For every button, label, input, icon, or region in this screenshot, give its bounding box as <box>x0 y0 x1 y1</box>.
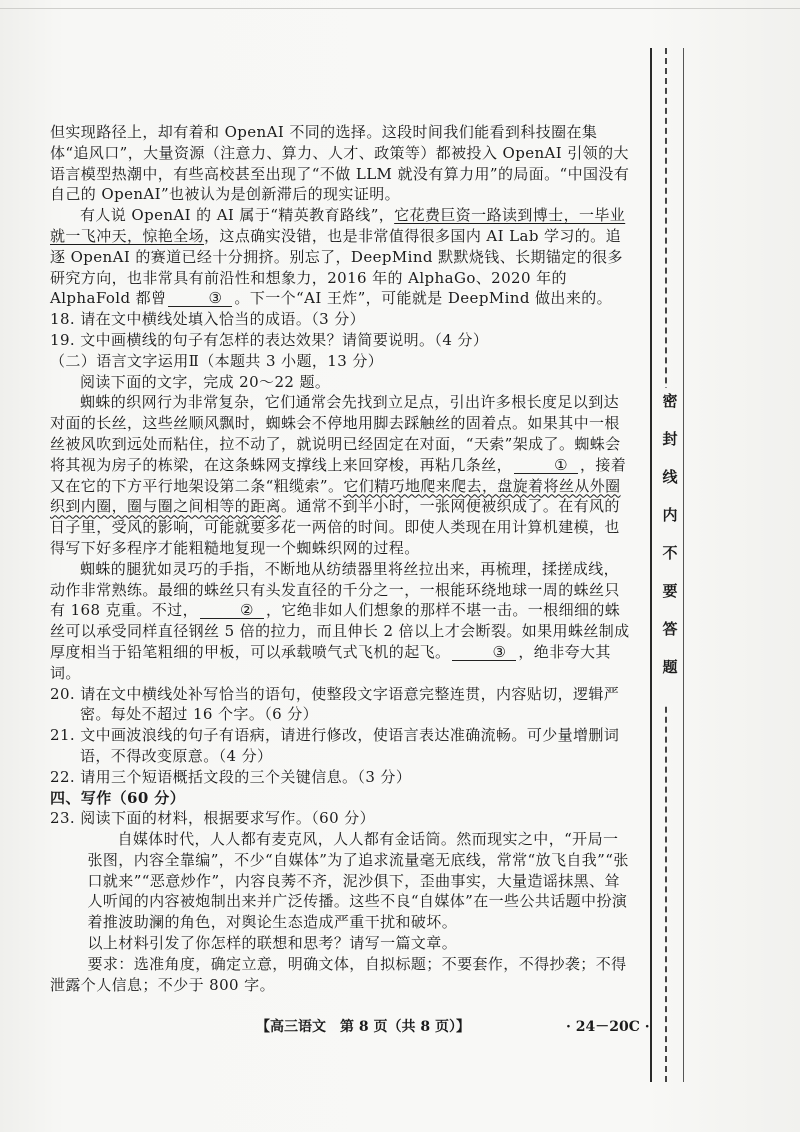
underlined-sentence: 它花费巨资一路读到博士，一毕业就一飞冲天，惊艳全场 <box>50 206 626 245</box>
essay-prompt: 以上材料引发了你怎样的联想和思考？请写一篇文章。 <box>87 934 458 953</box>
seal-char: 封 <box>662 430 678 448</box>
binding-line-left <box>650 48 652 1082</box>
essay-requirements: 要求：选准角度，确定立意，明确文体，自拟标题；不要套作，不得抄袭；不得泄露个人信息；不少于 800 字。 <box>50 954 627 994</box>
answer-blank: ③ <box>452 644 516 661</box>
question: 19. 文中画横线的句子有怎样的表达效果？请简要说明。（4 分） <box>50 330 489 349</box>
instruction: 阅读下面的文字，完成 20～22 题。 <box>80 372 331 391</box>
wavy-underlined-sentence: 它们精巧地爬来爬去，盘旋着将丝从外圈织到内圈，圈与圈之间相等的距离 <box>50 476 621 516</box>
seal-char: 密 <box>662 392 678 410</box>
answer-blank: ① <box>514 457 578 474</box>
exam-code: · 24－20C · <box>566 1019 650 1035</box>
question: 22. 请用三个短语概括文段的三个关键信息。（3 分） <box>50 767 412 786</box>
answer-blank: ② <box>200 602 264 619</box>
binding-line-right <box>683 48 684 1082</box>
seal-line-notice <box>659 388 681 704</box>
exam-content <box>50 122 632 995</box>
top-edge-line <box>0 8 800 9</box>
answer-blank: ③ <box>168 290 232 307</box>
question: 18. 请在文中横线处填入恰当的成语。（3 分） <box>50 310 366 329</box>
section-heading: （二）语言文字运用Ⅱ（本题共 3 小题，13 分） <box>50 351 384 370</box>
seal-char: 答 <box>662 620 678 638</box>
seal-char: 内 <box>662 506 678 524</box>
seal-char: 题 <box>662 658 678 676</box>
section-heading: 四、写作（60 分） <box>50 788 186 807</box>
question: 20. 请在文中横线处补写恰当的语句，使整段文字语意完整连贯，内容贴切，逻辑严密。每处不超过 16 个字。（6 分） <box>50 684 620 724</box>
seal-char: 不 <box>662 544 678 562</box>
passage-paragraph: 但实现路径上，却有着和 OpenAI 不同的选择。这段时间我们能看到科技圈在集体“追风口”，大量资源（注意力、算力、人才、政策等）都被投入 OpenAI 引领的大语言模型热潮中，有些高校甚至出现了“不做 LLM 就没有算力用”的局面。“中国没有自己的 OpenAI”也被认为是创新滞后的现实证明。 <box>50 123 630 204</box>
question: 23. 阅读下面的材料，根据要求写作。（60 分） <box>50 809 375 828</box>
passage-paragraph: 蜘蛛的织网行为非常复杂，它们通常会先找到立足点，引出许多根长度足以到达对面的长丝，这些丝顺风飘时，蜘蛛会不停地用脚去踩触丝的固着点。如果其中一根丝被风吹到远处而粘住，拉不动了，就说明已经固定在对面，“天索”架成了。蜘蛛会将其视为房子的栋梁，在这条蛛网支撑线上来回穿梭，再粘几条丝， ① ，接着又在它的下方平行地架设第二条“粗缆索”。它们精巧地爬来爬去，盘旋着将丝从外圈织到内圈，圈与圈之间相等的距离。通常不到半小时，一张网便被织成了。在有风的日子里，受风的影响，可能就要多花一两倍的时间。即使人类现在用计算机建模，也得写下好多程序才能粗糙地复现一个蜘蛛织网的过程。 <box>50 393 627 557</box>
page-number: 【高三语文 第 8 页（共 8 页）】 <box>256 1019 470 1035</box>
essay-material: 自媒体时代，人人都有麦克风，人人都有金话筒。然而现实之中，“开局一张图，内容全靠编”，不少“自媒体”为了追求流量毫无底线，常常“放飞自我”“张口就来”“恶意炒作”，内容良莠不齐，泥沙俱下，歪曲事实，大量造谣抹黑、耸人听闻的内容被炮制出来并广泛传播。这些不良“自媒体”在一些公共话题中扮演着推波助澜的角色，对舆论生态造成严重干扰和破坏。 <box>87 830 629 932</box>
seal-char: 要 <box>662 582 678 600</box>
passage-paragraph: 有人说 OpenAI 的 AI 属于“精英教育路线”，它花费巨资一路读到博士，一毕业就一飞冲天，惊艳全场，这点确实没错，也是非常值得很多国内 AI Lab 学习的。追逐 OpenAI 的赛道已经十分拥挤。别忘了，DeepMind 默默烧钱、长期锚定的很多研究方向，也非常具有前沿性和想象力，2016 年的 AlphaGo、2020 年的 AlphaFold 都曾 ③ 。下一个“AI 王炸”，可能就是 DeepMind 做出来的。 <box>50 206 626 308</box>
seal-char: 线 <box>662 468 678 486</box>
question: 21. 文中画波浪线的句子有语病，请进行修改，使语言表达准确流畅。可少量增删词语，不得改变原意。（4 分） <box>50 726 620 765</box>
passage-paragraph: 蜘蛛的腿犹如灵巧的手指，不断地从纺绩器里将丝拉出来，再梳理，揉搓成线，动作非常熟练。最细的蛛丝只有头发直径的千分之一，一根能环绕地球一周的蛛丝只有 168 克重。不过， ② ，它绝非如人们想象的那样不堪一击。一根细细的蛛丝可以承受同样直径钢丝 5 倍的拉力，而且伸长 2 倍以上才会断裂。如果用蛛丝制成厚度相当于铅笔粗细的甲板，可以承载喷气式飞机的起飞。 ③ ，绝非夸大其词。 <box>50 559 630 682</box>
